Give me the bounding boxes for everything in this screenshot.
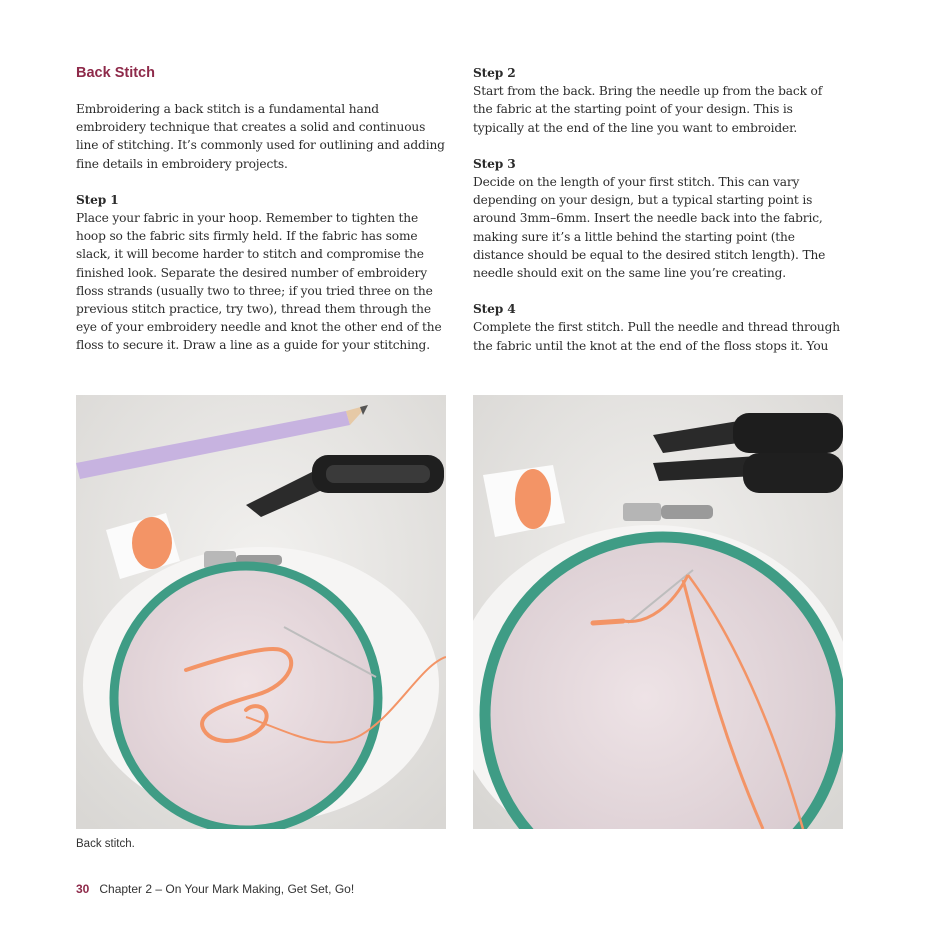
step-4-label: Step 4 (473, 302, 516, 317)
step-1-label: Step 1 (76, 192, 119, 207)
section-heading: Back Stitch (76, 65, 155, 81)
step-2-text: Start from the back. Bring the needle up from the back of the fabric at the starting point of your design. This is typically at the end of the line you want to embroider. (473, 84, 823, 135)
embroidery-hoop-illustration-left (76, 395, 446, 829)
back-stitch-photo-left (76, 395, 446, 829)
embroidery-hoop-illustration-right (473, 395, 843, 829)
chapter-title: Chapter 2 – On Your Mark Making, Get Set, Go! (99, 882, 355, 896)
intro-paragraph: Embroidering a back stitch is a fundamental hand embroidery technique that creates a solid and continuous line of stitching. It’s commonly used for outlining and adding fine details in embroidery projects. (76, 102, 445, 171)
step-2-label: Step 2 (473, 66, 516, 80)
photo-caption: Back stitch. (76, 838, 135, 850)
page-footer (76, 882, 354, 896)
left-column (76, 64, 448, 373)
back-stitch-photo-right (473, 395, 843, 829)
step-2 (473, 64, 845, 137)
step-4 (473, 300, 845, 355)
step-3-label: Step 3 (473, 156, 516, 171)
page-number: 30 (76, 882, 90, 896)
step-1 (76, 191, 448, 355)
right-column (473, 64, 845, 373)
step-3 (473, 155, 845, 282)
step-4-text: Complete the first stitch. Pull the needle and thread through the fabric until the knot at the end of the floss stops it. You (473, 320, 840, 353)
step-1-text: Place your fabric in your hoop. Remember to tighten the hoop so the fabric sits firmly held. If the fabric has some slack, it will become harder to stitch and compromise the finished look. Separate the desired number of embroidery floss strands (usually two to three; if you tried three on the previous stitch practice, try two), thread them through the eye of your embroidery needle and knot the other end of the floss to secure it. Draw a line as a guide for your stitching. (76, 211, 442, 353)
step-3-text: Decide on the length of your first stitch. This can vary depending on your design, but a typical starting point is around 3mm–6mm. Insert the needle back into the fabric, making sure it’s a little behind the starting point (the distance should be equal to the desired stitch length). The needle should exit on the same line you’re creating. (473, 175, 826, 281)
